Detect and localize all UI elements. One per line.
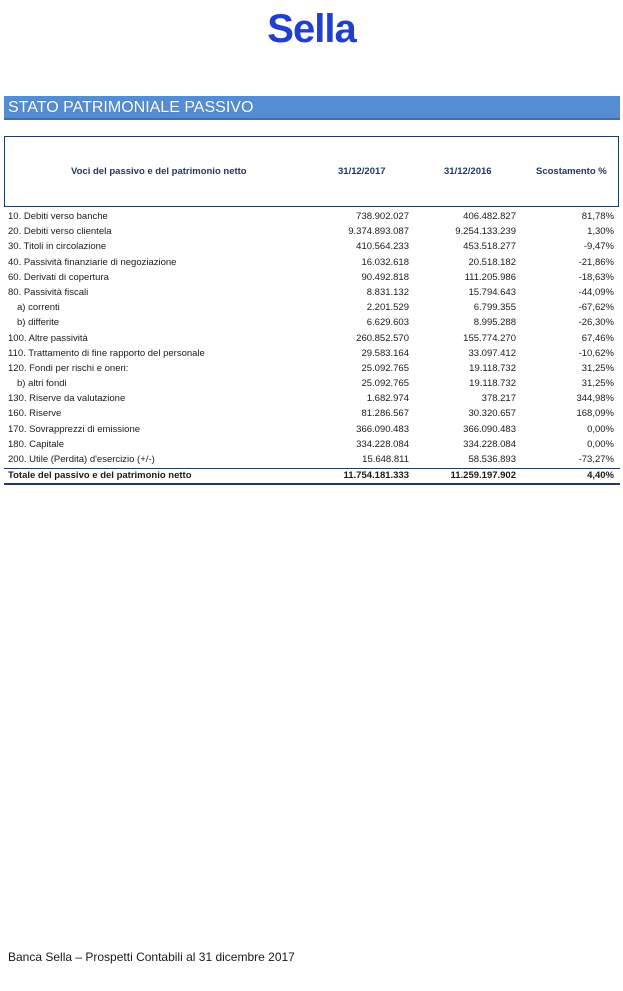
row-label: 100. Altre passività — [8, 332, 88, 344]
table-row — [4, 285, 620, 300]
value-2016: 58.536.893 — [468, 454, 516, 465]
scostamento-value: 1,30% — [587, 226, 614, 238]
value-2016: 155.774.270 — [463, 332, 516, 344]
value-2016: 111.205.986 — [464, 271, 516, 283]
scostamento-value: 0,00% — [587, 438, 614, 450]
scostamento-value: 67,46% — [581, 332, 614, 344]
row-label: 60. Derivati di copertura — [8, 271, 109, 283]
row-label: 180. Capitale — [8, 438, 64, 450]
value-2016: 20.518.182 — [468, 256, 516, 268]
value-2017: 2.201.529 — [366, 302, 409, 314]
value-2017: 334.228.084 — [356, 438, 409, 450]
column-header-voci: Voci del passivo e del patrimonio netto — [71, 166, 247, 177]
table-row — [4, 452, 620, 467]
value-2017: 738.902.027 — [356, 211, 409, 222]
total-value-2017: 11.754.181.333 — [343, 470, 409, 482]
scostamento-value: -21,86% — [578, 256, 614, 268]
table-row — [4, 209, 620, 224]
row-label: 120. Fondi per rischi e oneri: — [8, 362, 129, 374]
table-row — [4, 224, 620, 239]
row-label: 40. Passività finanziarie di negoziazione — [8, 256, 177, 268]
column-header-2017: 31/12/2017 — [338, 166, 386, 177]
value-2016: 453.518.277 — [463, 241, 516, 253]
scostamento-value: 168,09% — [576, 408, 614, 420]
total-label: Totale del passivo e del patrimonio netto — [8, 470, 192, 482]
row-label: 20. Debiti verso clientela — [8, 226, 112, 238]
page-footer: Banca Sella – Prospetti Contabili al 31 dicembre 2017 — [8, 950, 295, 964]
value-2016: 406.482.827 — [463, 211, 516, 222]
value-2016: 33.097.412 — [468, 347, 516, 359]
value-2017: 9.374.893.087 — [348, 226, 409, 238]
value-2017: 1.682.974 — [366, 393, 409, 405]
value-2017: 81.286.567 — [361, 408, 409, 420]
table-row — [4, 315, 620, 330]
value-2017: 90.492.818 — [361, 271, 409, 283]
column-header-scostamento: Scostamento % — [536, 166, 607, 177]
balance-sheet-table-body — [4, 209, 620, 485]
value-2016: 8.995.288 — [473, 317, 516, 329]
scostamento-value: 31,25% — [581, 378, 614, 390]
table-row — [4, 376, 620, 391]
row-label: 80. Passività fiscali — [8, 286, 89, 298]
value-2016: 15.794.643 — [468, 286, 516, 298]
value-2016: 30.320.657 — [468, 408, 516, 420]
table-row — [4, 270, 620, 285]
table-row — [4, 346, 620, 361]
value-2017: 366.090.483 — [356, 423, 409, 435]
table-row — [4, 300, 620, 315]
value-2017: 25.092.765 — [361, 362, 409, 374]
scostamento-value: -18,63% — [578, 271, 614, 283]
row-label: 10. Debiti verso banche — [8, 211, 108, 222]
row-label: b) differite — [17, 317, 60, 329]
scostamento-value: -73,27% — [578, 454, 614, 465]
table-row — [4, 361, 620, 376]
scostamento-value: -44,09% — [578, 286, 614, 298]
value-2017: 410.564.233 — [356, 241, 409, 253]
value-2016: 19.118.732 — [469, 362, 516, 374]
table-row — [4, 391, 620, 406]
value-2016: 9.254.133.239 — [455, 226, 516, 238]
value-2016: 334.228.084 — [463, 438, 516, 450]
scostamento-value: 344,98% — [576, 393, 614, 405]
scostamento-value: 31,25% — [581, 362, 614, 374]
row-label: b) altri fondi — [17, 378, 67, 390]
scostamento-value: -9,47% — [583, 241, 614, 253]
table-row — [4, 422, 620, 437]
value-2017: 29.583.164 — [361, 347, 409, 359]
value-2017: 8.831.132 — [366, 286, 409, 298]
value-2017: 16.032.618 — [361, 256, 409, 268]
row-label: 200. Utile (Perdita) d'esercizio (+/-) — [8, 454, 155, 465]
sella-logo: Sella — [267, 7, 356, 51]
scostamento-value: -26,30% — [578, 317, 614, 329]
row-label: 170. Sovrapprezzi di emissione — [8, 423, 141, 435]
table-row — [4, 239, 620, 254]
value-2016: 19.118.732 — [469, 378, 516, 390]
table-row — [4, 331, 620, 346]
column-header-2016: 31/12/2016 — [444, 166, 492, 177]
scostamento-value: -67,62% — [578, 302, 614, 314]
table-row — [4, 255, 620, 270]
total-row — [4, 468, 620, 485]
scostamento-value: 81,78% — [581, 211, 614, 222]
row-label: 30. Titoli in circolazione — [8, 241, 107, 253]
value-2016: 366.090.483 — [463, 423, 516, 435]
section-title: STATO PATRIMONIALE PASSIVO — [4, 96, 620, 120]
total-scostamento: 4,40% — [587, 470, 614, 482]
value-2016: 378.217 — [481, 393, 516, 405]
value-2016: 6.799.355 — [473, 302, 516, 314]
scostamento-value: 0,00% — [587, 423, 614, 435]
row-label: 130. Riserve da valutazione — [8, 393, 126, 405]
row-label: a) correnti — [17, 302, 60, 314]
row-label: 110. Trattamento di fine rapporto del personale — [8, 347, 205, 359]
table-row — [4, 406, 620, 421]
value-2017: 25.092.765 — [361, 378, 409, 390]
scostamento-value: -10,62% — [578, 347, 614, 359]
value-2017: 15.648.811 — [362, 454, 409, 465]
value-2017: 260.852.570 — [356, 332, 409, 344]
table-row — [4, 437, 620, 452]
row-label: 160. Riserve — [8, 408, 62, 420]
value-2017: 6.629.603 — [366, 317, 409, 329]
total-value-2016: 11.259.197.902 — [450, 470, 516, 482]
